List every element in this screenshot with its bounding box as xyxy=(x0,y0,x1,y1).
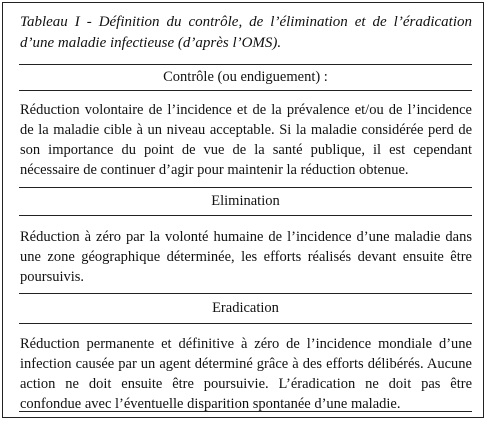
rule xyxy=(19,323,472,324)
rule xyxy=(19,293,472,294)
section-body-eradication: Réduction permanente et définitive à zéro de l’incidence mondiale d’une infection causée par un agent déterminé grâce à des efforts délibérés. Aucune action ne doit ensuite être poursuivie. L’éradication ne doit pas être confondue avec l’éventuelle disparition spontanée d’une maladie. xyxy=(20,336,472,412)
rule xyxy=(19,90,472,91)
table-caption: Tableau I - Définition du contrôle, de l’élimination et de l’éradication d’une maladie infectieuse (d’après l’OMS). xyxy=(20,14,472,51)
section-body-controle: Réduction volontaire de l’incidence et de la prévalence et/ou de l’incidence de la maladie cible à un niveau acceptable. Si la maladie considérée perd de son importance du point de vue de la santé publique, il est cependant nécessaire de continuer d’agir pour maintenir la réduction obtenue. xyxy=(20,102,472,178)
section-body-elimination: Réduction à zéro par la volonté humaine de l’incidence d’une maladie dans une zone géographique déterminée, les efforts réalisés devant ensuite être poursuivis. xyxy=(20,229,472,285)
section-title-eradication: Eradication xyxy=(212,300,279,316)
table-frame xyxy=(2,2,484,418)
rule xyxy=(19,187,472,188)
rule-top xyxy=(19,64,472,65)
section-title-elimination: Elimination xyxy=(211,193,280,209)
section-title-controle: Contrôle (ou endiguement) : xyxy=(163,69,328,85)
rule xyxy=(19,215,472,216)
rule-bottom xyxy=(19,411,472,412)
